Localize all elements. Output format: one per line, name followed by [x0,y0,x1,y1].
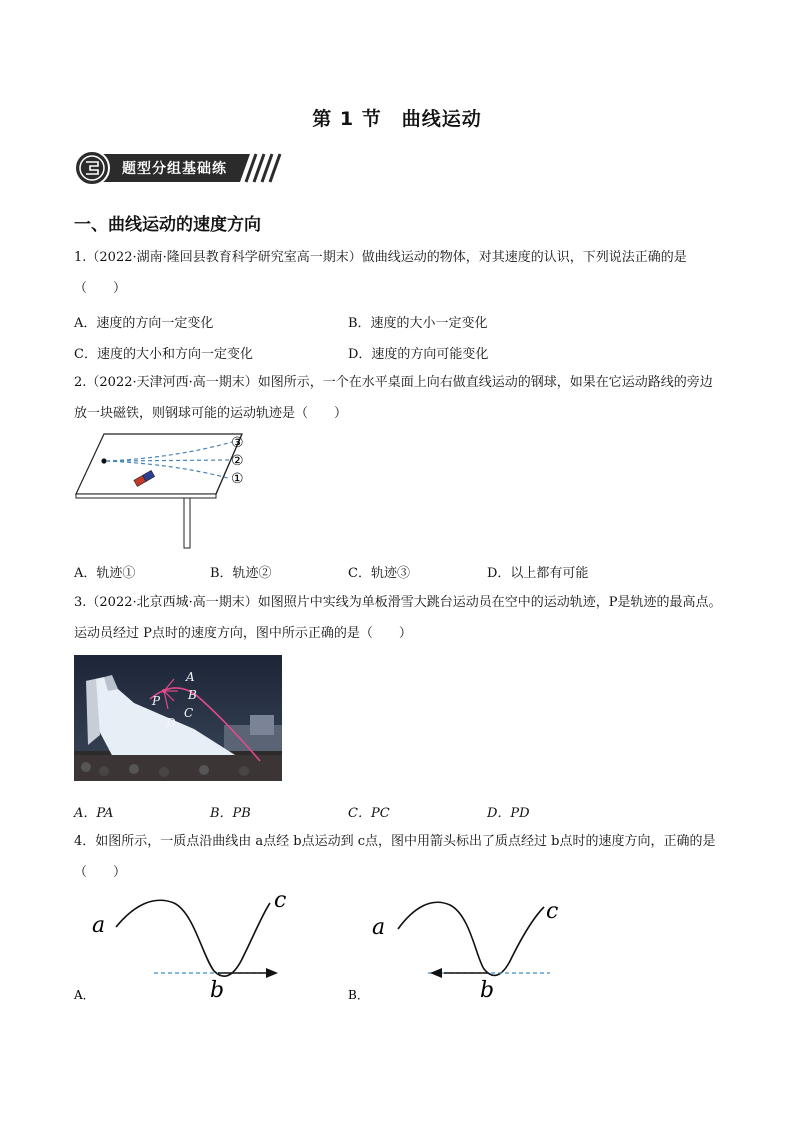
q3-photo-ski-jump [74,655,282,785]
question-4-text: 4．如图所示，一质点沿曲线由 a点经 b点运动到 c点，图中用箭头标出了质点经过 b点时的速度方向，正确的是（ ） [74,834,716,880]
photo-label-a: A [186,670,195,684]
page-title: 第 1 节 曲线运动 [312,108,482,130]
section-heading: 一、曲线运动的速度方向 [74,215,261,235]
q4-figure-b[interactable] [348,885,578,1009]
steel-ball [101,458,106,463]
point-c-label: c [274,888,287,913]
photo-label-c: C [184,706,194,720]
point-c-label: c [546,899,559,924]
point-b-label: b [210,978,225,1003]
question-3-text: 3.（2022·北京西城·高一期末）如图照片中实线为单板滑雪大跳台运动员在空中的运动轨迹，P是轨迹的最高点。运动员经过 P点时的速度方向，图中所示正确的是（ ） [74,595,722,641]
q3-option-c[interactable]: C．PC [348,806,390,821]
q3-option-b[interactable]: B．PB [210,806,251,821]
curve-diagram-a [74,885,304,1005]
q1-option-c[interactable]: C．速度的大小和方向一定变化 [74,347,253,362]
q2-figure-table [74,430,254,556]
point-a-label: a [372,915,386,940]
point-b-label: b [480,978,495,1003]
banner-label: 题型分组基础练 [122,161,227,177]
q1-option-b[interactable]: B．速度的大小一定变化 [348,316,488,331]
q2-option-c[interactable]: C．轨迹③ [348,566,410,581]
section-banner [74,150,284,190]
photo-label-d: D [166,716,176,730]
q2-option-d[interactable]: D．以上都有可能 [487,566,589,581]
ski-jump-photo [74,655,282,781]
q2-option-a[interactable]: A．轨迹① [74,566,136,581]
q3-option-d[interactable]: D．PD [487,806,530,821]
figure-b-option: B． [348,988,369,1002]
trajectory-label-2: ② [231,453,244,469]
q1-option-a[interactable]: A．速度的方向一定变化 [74,316,214,331]
q2-option-b[interactable]: B．轨迹② [210,566,272,581]
q1-option-d[interactable]: D．速度的方向可能变化 [348,347,489,362]
trajectory-label-3: ③ [231,435,244,451]
q3-option-a[interactable]: A．PA [74,806,114,821]
figure-a-option: A． [74,988,95,1002]
point-a-label: a [92,913,106,938]
question-2-text: 2.（2022·天津河西·高一期末）如图所示，一个在水平桌面上向右做直线运动的钢球，如果在它运动路线的旁边放一块磁铁，则钢球可能的运动轨迹是（ ） [74,375,713,421]
photo-label-b: B [188,688,197,702]
curve-diagram-b [348,885,578,1005]
question-1-text: 1.（2022·湖南·隆回县教育科学研究室高一期末）做曲线运动的物体，对其速度的认识，下列说法正确的是（ ） [74,250,687,296]
table-diagram [74,430,254,552]
trajectory-label-1: ① [231,471,244,487]
photo-label-p: P [152,694,161,708]
q4-figure-a[interactable] [74,885,304,1009]
